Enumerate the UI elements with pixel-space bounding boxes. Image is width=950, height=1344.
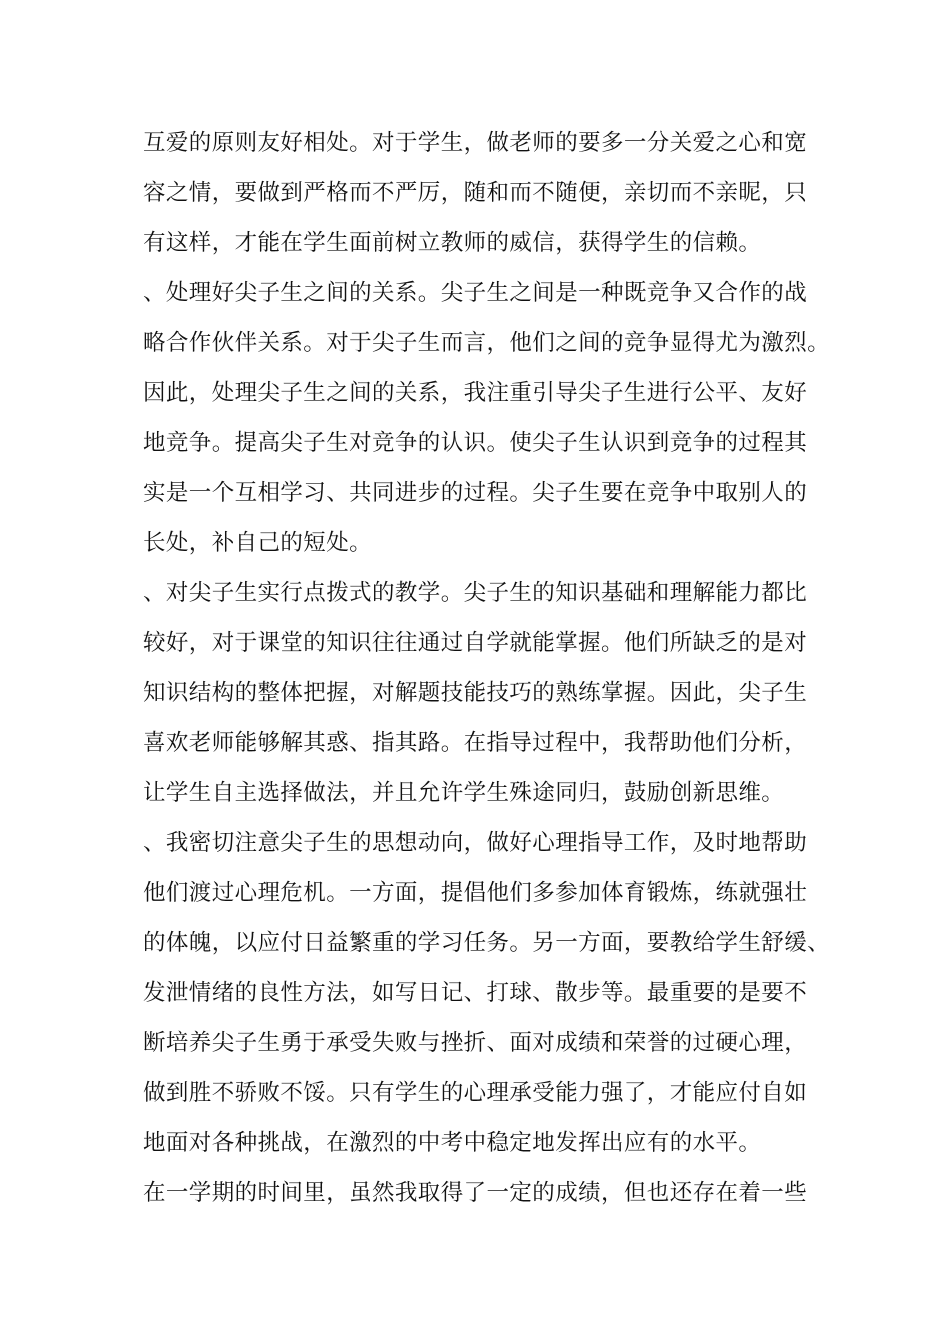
- text-line-5: 略合作伙伴关系。对于尖子生而言，他们之间的竞争显得尤为激烈。: [143, 330, 831, 356]
- text-line-19: 断培养尖子生勇于承受失败与挫折、面对成绩和荣誉的过硬心理，: [143, 1030, 808, 1056]
- text-line-21: 地面对各种挑战，在激烈的中考中稳定地发挥出应有的水平。: [143, 1130, 762, 1156]
- text-line-8: 实是一个互相学习、共同进步的过程。尖子生要在竞争中取别人的: [143, 480, 808, 506]
- text-line-20: 做到胜不骄败不馁。只有学生的心理承受能力强了，才能应付自如: [143, 1080, 808, 1106]
- text-line-14: 让学生自主选择做法，并且允许学生殊途同归，鼓励创新思维。: [143, 780, 785, 806]
- text-line-2: 容之情，要做到严格而不严厉，随和而不随便，亲切而不亲昵，只: [143, 180, 808, 206]
- text-line-16: 他们渡过心理危机。一方面，提倡他们多参加体育锻炼，练就强壮: [143, 880, 808, 906]
- text-line-3: 有这样，才能在学生面前树立教师的威信，获得学生的信赖。: [143, 230, 762, 256]
- text-line-1: 互爱的原则友好相处。对于学生，做老师的要多一分关爱之心和宽: [143, 130, 808, 156]
- text-line-18: 发泄情绪的良性方法，如写日记、打球、散步等。最重要的是要不: [143, 980, 808, 1006]
- text-line-9: 长处，补自己的短处。: [143, 530, 373, 556]
- text-line-15: 、我密切注意尖子生的思想动向，做好心理指导工作，及时地帮助: [143, 830, 808, 856]
- text-line-11: 较好，对于课堂的知识往往通过自学就能掌握。他们所缺乏的是对: [143, 630, 808, 656]
- body-text: [143, 118, 831, 1218]
- text-line-6: 因此，处理尖子生之间的关系，我注重引导尖子生进行公平、友好: [143, 380, 808, 406]
- text-line-17: 的体魄，以应付日益繁重的学习任务。另一方面，要教给学生舒缓、: [143, 930, 831, 956]
- text-line-22: 在一学期的时间里，虽然我取得了一定的成绩，但也还存在着一些: [143, 1180, 808, 1206]
- text-line-12: 知识结构的整体把握，对解题技能技巧的熟练掌握。因此，尖子生: [143, 680, 808, 706]
- text-line-10: 、对尖子生实行点拨式的教学。尖子生的知识基础和理解能力都比: [143, 580, 808, 606]
- text-line-7: 地竞争。提高尖子生对竞争的认识。使尖子生认识到竞争的过程其: [143, 430, 808, 456]
- text-line-4: 、处理好尖子生之间的关系。尖子生之间是一种既竞争又合作的战: [143, 280, 808, 306]
- text-line-13: 喜欢老师能够解其惑、指其路。在指导过程中，我帮助他们分析，: [143, 730, 808, 756]
